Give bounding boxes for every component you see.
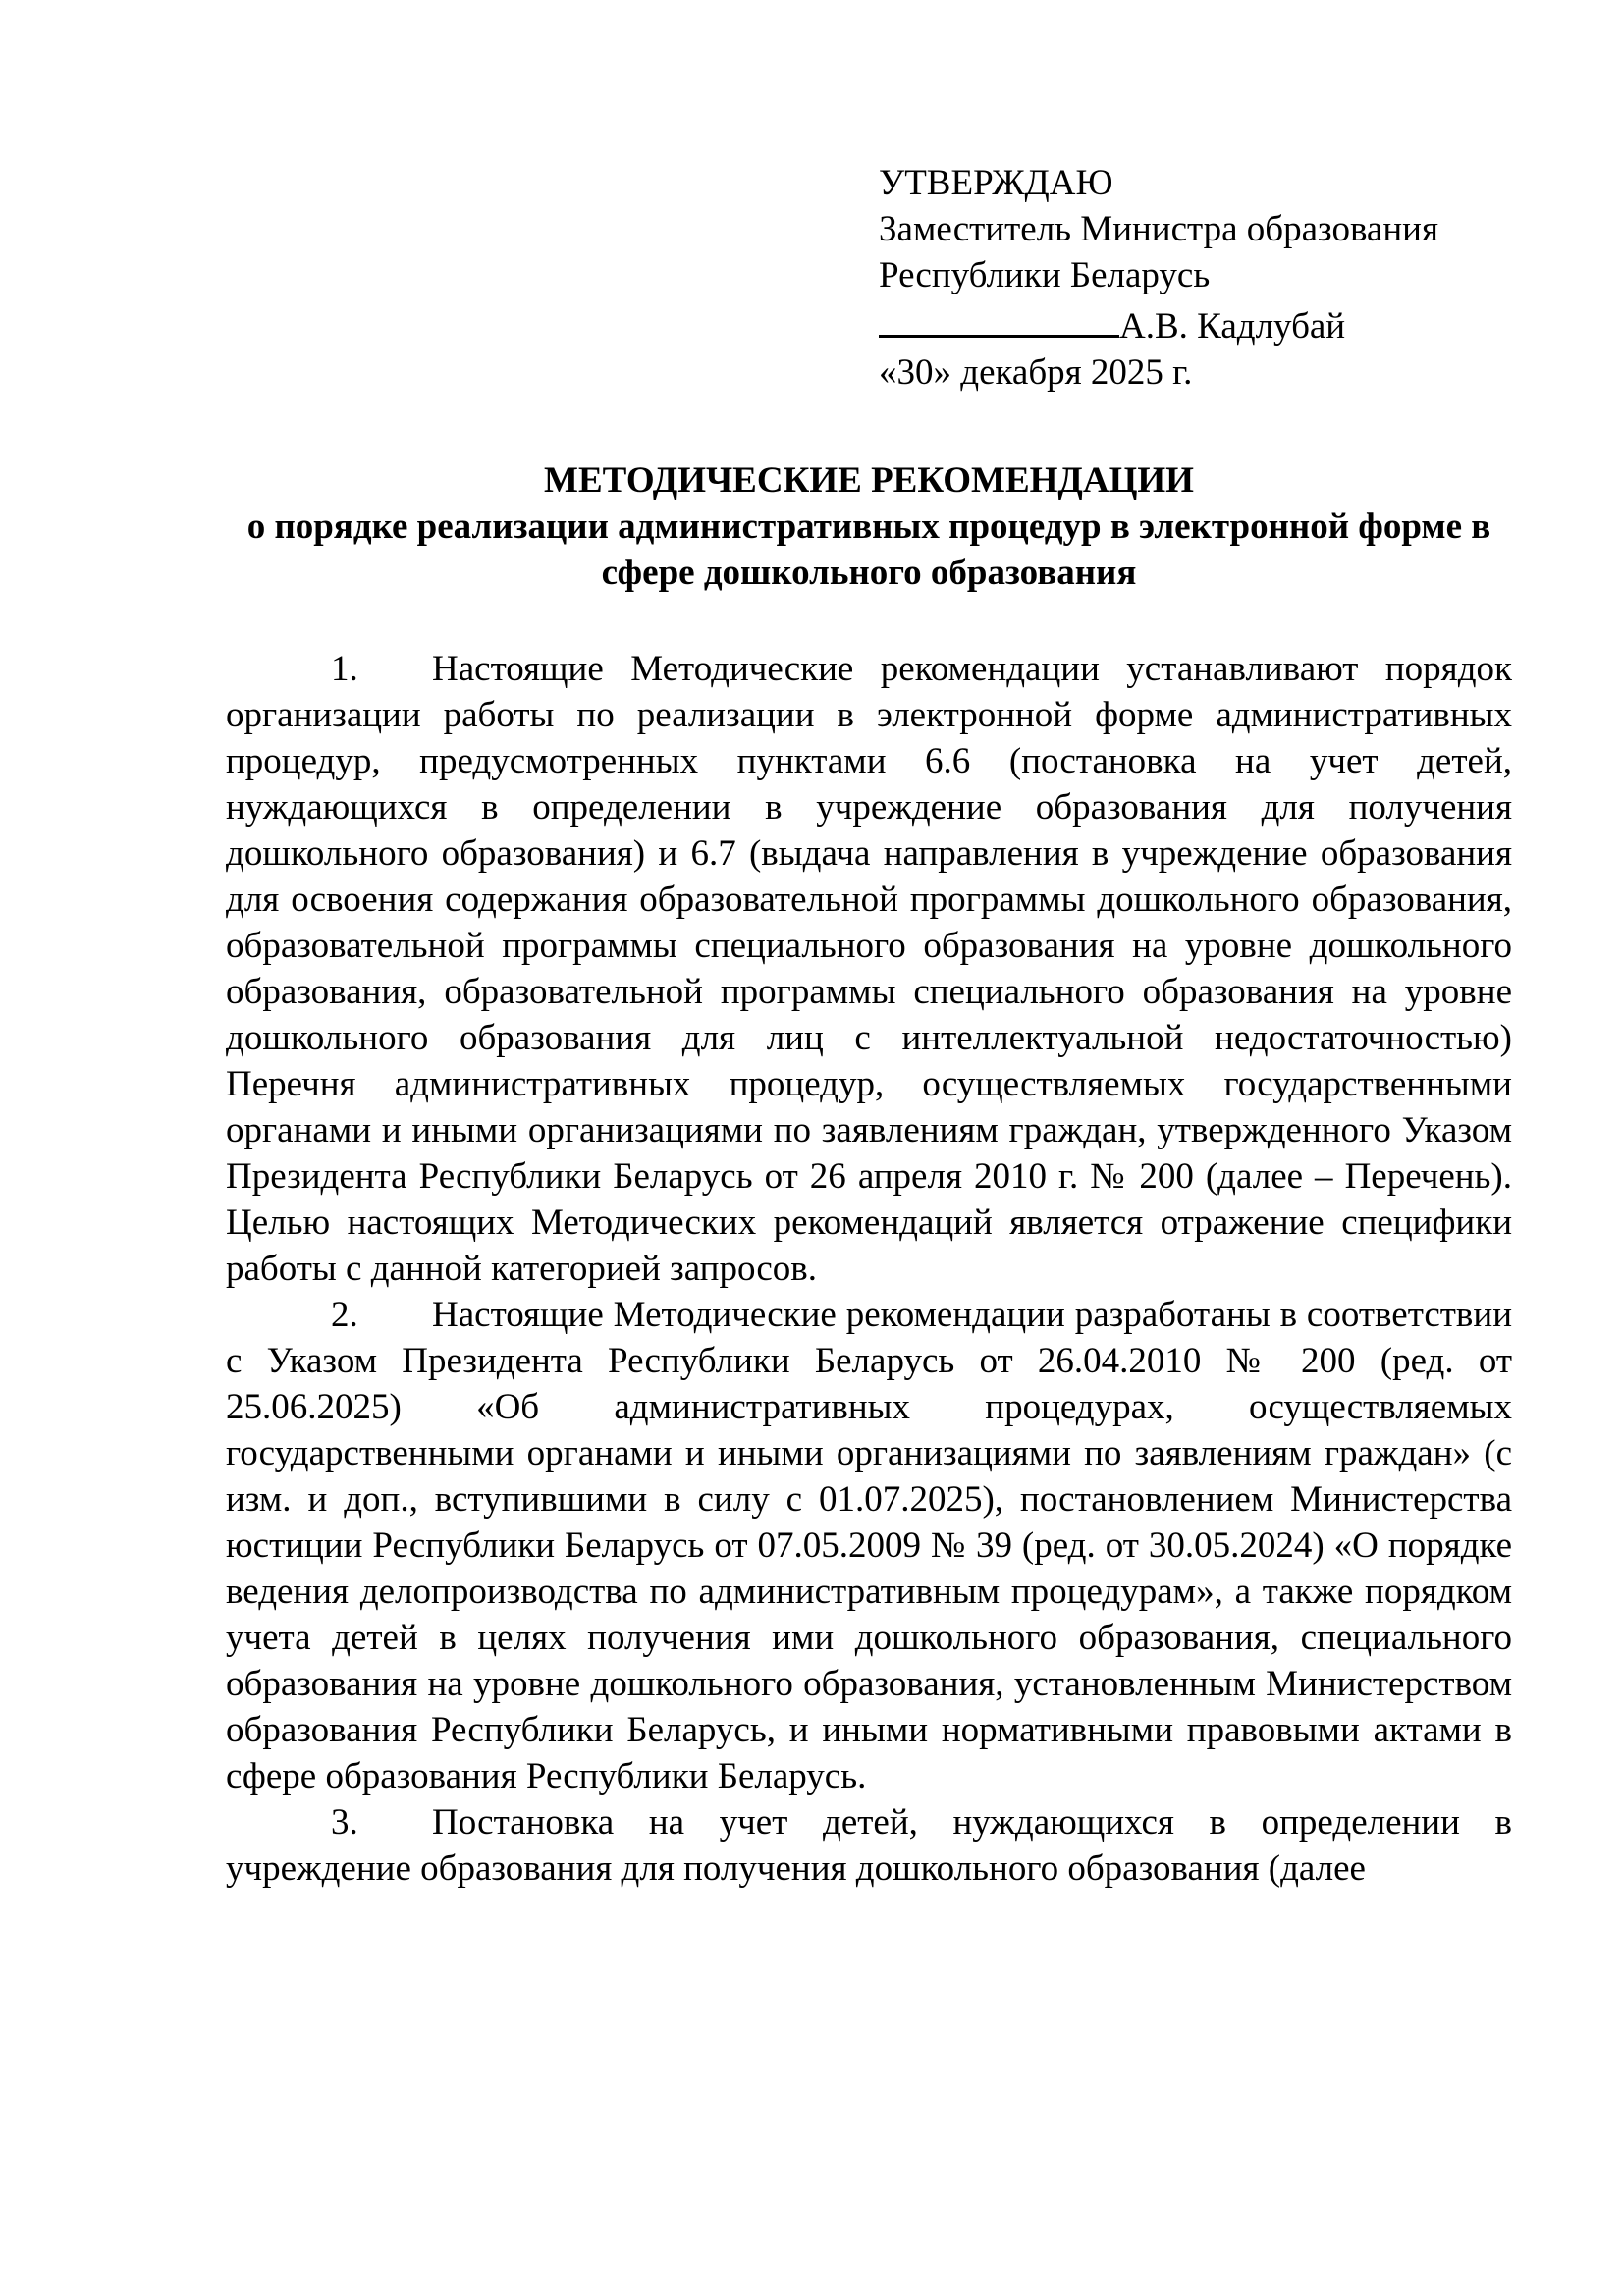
paragraph-1 bbox=[226, 646, 1512, 1292]
document-title-line1: МЕТОДИЧЕСКИЕ РЕКОМЕНДАЦИИ bbox=[544, 460, 1194, 501]
approval-stamp: УТВЕРЖДАЮ bbox=[879, 163, 1113, 203]
paragraph-3-number: 3. bbox=[331, 1802, 358, 1842]
paragraph-3 bbox=[226, 1799, 1512, 1892]
document-title bbox=[226, 457, 1512, 596]
paragraph-2-text: Настоящие Методические рекомендации разработаны в соответствии с Указом Президента Республики Беларусь от 26.04.2010 № 200 (ред. от 25.06.2025) «Об административных процедурах, осуществляемых государственными органами и иными организациями по заявлениям граждан» (с изм. и доп., вступившими в силу с 01.07.2025), постановлением Министерства юстиции Республики Беларусь от 07.05.2009 № 39 (ред. от 30.05.2024) «О порядке ведения делопроизводства по административным процедурам», а также порядком учета детей в целях получения ими дошкольного образования, специального образования на уровне дошкольного образования, установленным Министерством образования Республики Беларусь, и иными нормативными правовыми актами в сфере образования Республики Беларусь. bbox=[226, 1295, 1512, 1796]
approval-date: «30» декабря 2025 г. bbox=[879, 352, 1193, 393]
signature-row bbox=[879, 298, 1566, 349]
approver-name: А.В. Кадлубай bbox=[1119, 306, 1346, 347]
paragraph-1-text: Настоящие Методические рекомендации устанавливают порядок организации работы по реализации в электронной форме административных процедур, предусмотренных пунктами 6.6 (постановка на учет детей, нуждающихся в определении в учреждение образования для получения дошкольного образования) и 6.7 (выдача направления в учреждение образования для освоения содержания образовательной программы дошкольного образования, образовательной программы специального образования на уровне дошкольного образования, образовательной программы специального образования на уровне дошкольного образования для лиц с интеллектуальной недостаточностью) Перечня административных процедур, осуществляемых государственными органами и иными организациями по заявлениям граждан, утвержденного Указом Президента Республики Беларусь от 26 апреля 2010 г. № 200 (далее – Перечень). Целью настоящих Методических рекомендаций является отражение специфики работы с данной категорией запросов. bbox=[226, 649, 1512, 1289]
paragraph-3-text: Постановка на учет детей, нуждающихся в определении в учреждение образования для получения дошкольного образования (далее bbox=[226, 1802, 1512, 1889]
paragraph-1-number: 1. bbox=[331, 649, 358, 689]
document-body bbox=[226, 646, 1512, 1892]
approval-block bbox=[879, 160, 1566, 396]
signature-line bbox=[879, 298, 1119, 338]
paragraph-2-number: 2. bbox=[331, 1295, 358, 1335]
document-title-line2: о порядке реализации административных процедур в электронной форме в сфере дошкольного образования bbox=[246, 507, 1491, 593]
paragraph-2 bbox=[226, 1292, 1512, 1799]
approver-position-line1: Заместитель Министра образования bbox=[879, 209, 1438, 249]
approver-position-line2: Республики Беларусь bbox=[879, 255, 1211, 295]
